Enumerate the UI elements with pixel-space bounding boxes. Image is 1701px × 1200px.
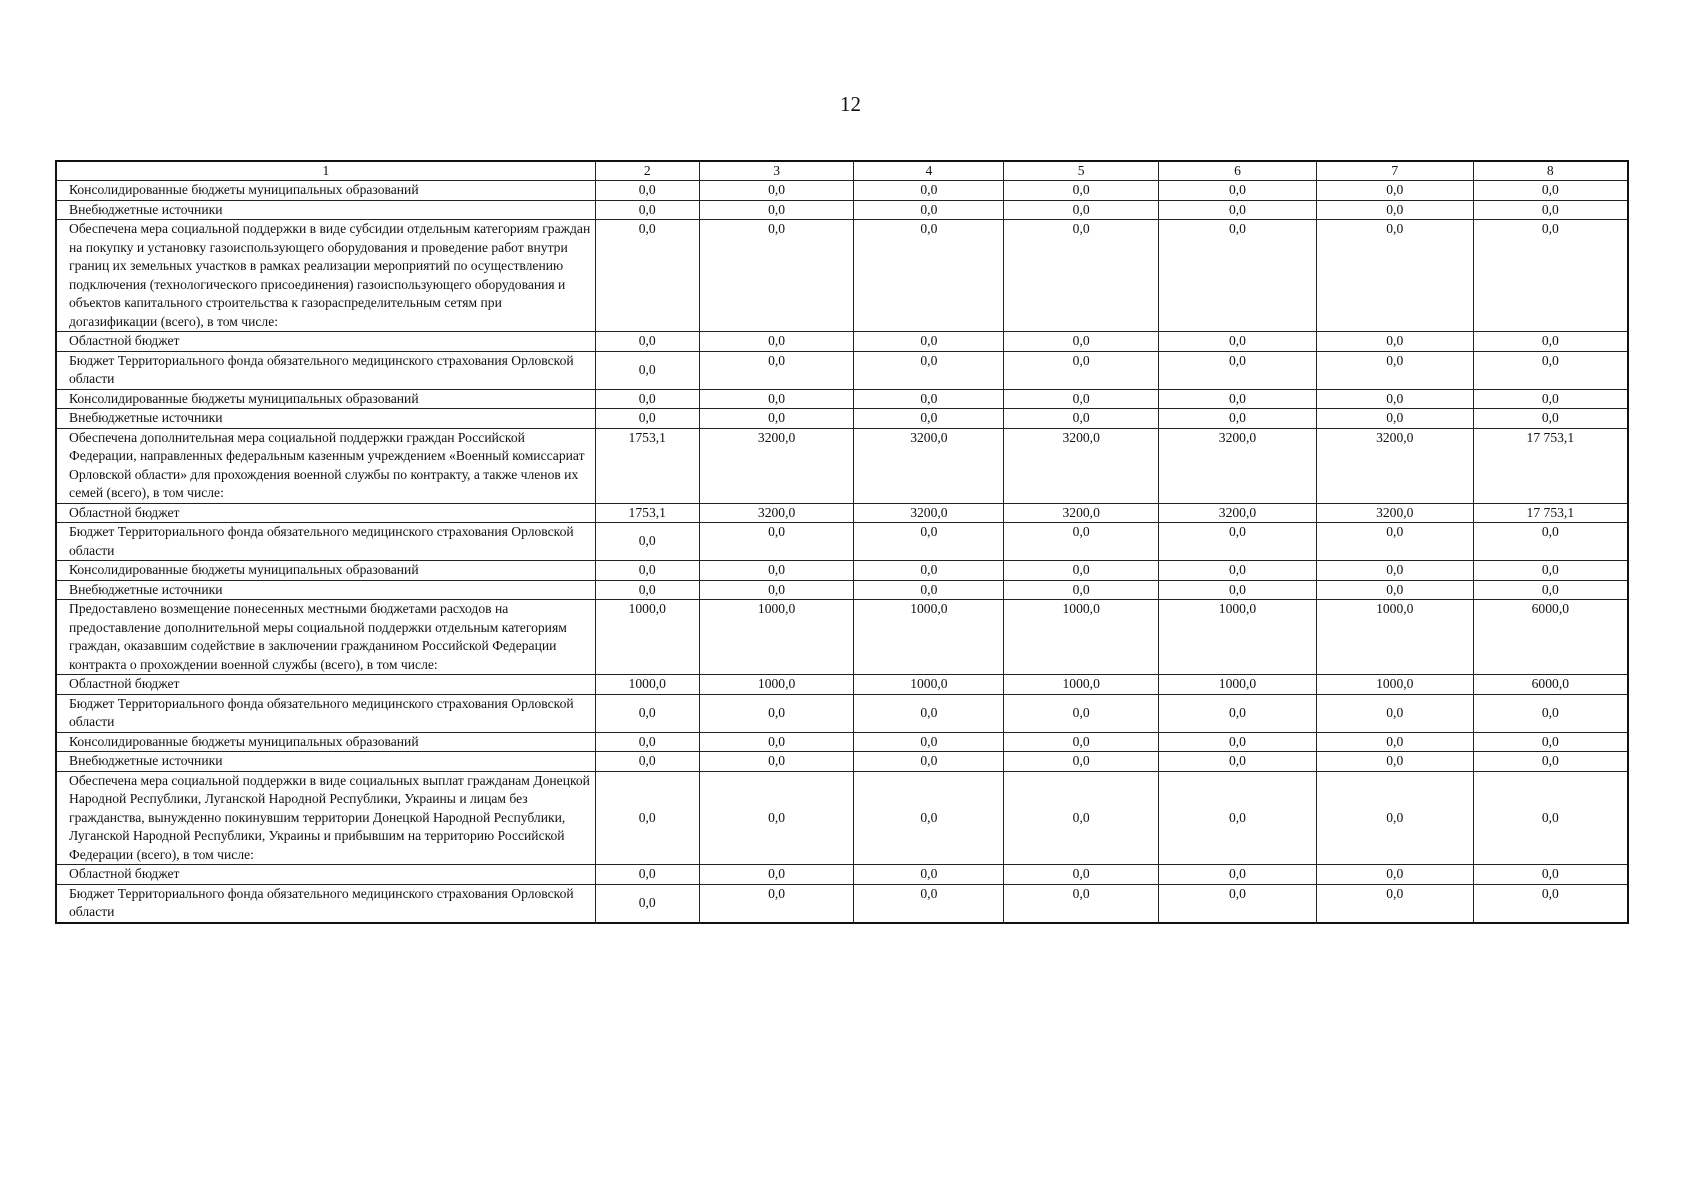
value-cell: 0,0 (854, 884, 1004, 923)
value-cell: 0,0 (1159, 220, 1317, 332)
value-cell: 0,0 (1159, 332, 1317, 352)
row-label: Обеспечена дополнительная мера социальной поддержки граждан Российской Федерации, направленных федеральным казенным учреждением «Военный комиссариат Орловской области» для прохождения военной службы по контракту, а также членов их семей (всего), в том числе: (56, 428, 595, 503)
value-cell: 0,0 (1316, 694, 1473, 732)
row-label: Бюджет Территориального фонда обязательного медицинского страхования Орловской области (56, 694, 595, 732)
value-cell: 0,0 (1159, 351, 1317, 389)
value-cell: 0,0 (699, 561, 854, 581)
table-row (56, 561, 1628, 581)
value-cell: 1000,0 (1159, 675, 1317, 695)
value-cell: 0,0 (1473, 732, 1628, 752)
value-cell: 0,0 (595, 771, 699, 865)
value-cell: 0,0 (699, 771, 854, 865)
value-cell: 0,0 (1316, 200, 1473, 220)
row-label: Областной бюджет (56, 503, 595, 523)
value-cell: 3200,0 (1159, 428, 1317, 503)
value-cell: 17 753,1 (1473, 503, 1628, 523)
value-cell: 0,0 (595, 220, 699, 332)
value-cell: 0,0 (1473, 561, 1628, 581)
value-cell: 0,0 (1316, 752, 1473, 772)
value-cell: 1000,0 (1004, 675, 1159, 695)
row-label: Бюджет Территориального фонда обязательного медицинского страхования Орловской области (56, 884, 595, 923)
row-label: Внебюджетные источники (56, 580, 595, 600)
value-cell: 0,0 (699, 523, 854, 561)
value-cell: 0,0 (1316, 389, 1473, 409)
value-cell: 0,0 (854, 332, 1004, 352)
row-label: Предоставлено возмещение понесенных местными бюджетами расходов на предоставление дополнительной меры социальной поддержки отдельным категориям граждан, оказавшим содействие в заключении гражданином Российской Федерации контракта о прохождении военной службы (всего), в том числе: (56, 600, 595, 675)
value-cell: 0,0 (854, 523, 1004, 561)
value-cell: 0,0 (1316, 884, 1473, 923)
page-number: 12 (840, 92, 861, 116)
value-cell: 0,0 (1473, 865, 1628, 885)
value-cell: 0,0 (1316, 220, 1473, 332)
value-cell: 3200,0 (1316, 503, 1473, 523)
value-cell: 0,0 (595, 523, 699, 561)
value-cell: 0,0 (1159, 884, 1317, 923)
table-row (56, 732, 1628, 752)
column-number: 5 (1004, 161, 1159, 181)
value-cell: 3200,0 (1004, 503, 1159, 523)
row-label: Внебюджетные источники (56, 200, 595, 220)
value-cell: 1000,0 (1316, 675, 1473, 695)
table-row (56, 503, 1628, 523)
value-cell: 0,0 (699, 865, 854, 885)
value-cell: 0,0 (1316, 771, 1473, 865)
value-cell: 0,0 (854, 771, 1004, 865)
table-row (56, 580, 1628, 600)
row-label: Областной бюджет (56, 675, 595, 695)
value-cell: 0,0 (854, 351, 1004, 389)
value-cell: 0,0 (1159, 523, 1317, 561)
value-cell: 1753,1 (595, 503, 699, 523)
value-cell: 3200,0 (854, 503, 1004, 523)
value-cell: 0,0 (1473, 351, 1628, 389)
column-number: 6 (1159, 161, 1317, 181)
value-cell: 0,0 (699, 220, 854, 332)
value-cell: 0,0 (699, 409, 854, 429)
value-cell: 0,0 (1316, 580, 1473, 600)
value-cell: 6000,0 (1473, 675, 1628, 695)
value-cell: 0,0 (854, 694, 1004, 732)
value-cell: 3200,0 (1316, 428, 1473, 503)
value-cell: 0,0 (1004, 561, 1159, 581)
row-label: Консолидированные бюджеты муниципальных образований (56, 732, 595, 752)
row-label: Бюджет Территориального фонда обязательного медицинского страхования Орловской области (56, 351, 595, 389)
value-cell: 0,0 (1004, 409, 1159, 429)
value-cell: 0,0 (1473, 771, 1628, 865)
value-cell: 0,0 (1473, 332, 1628, 352)
value-cell: 17 753,1 (1473, 428, 1628, 503)
value-cell: 0,0 (1004, 865, 1159, 885)
value-cell: 0,0 (595, 409, 699, 429)
value-cell: 1000,0 (854, 675, 1004, 695)
value-cell: 1753,1 (595, 428, 699, 503)
table-row (56, 332, 1628, 352)
value-cell: 0,0 (699, 200, 854, 220)
column-number: 8 (1473, 161, 1628, 181)
row-label: Внебюджетные источники (56, 409, 595, 429)
value-cell: 3200,0 (1159, 503, 1317, 523)
value-cell: 0,0 (1316, 351, 1473, 389)
table-row (56, 694, 1628, 732)
value-cell: 1000,0 (1316, 600, 1473, 675)
value-cell: 0,0 (1004, 332, 1159, 352)
value-cell: 3200,0 (1004, 428, 1159, 503)
value-cell: 0,0 (595, 865, 699, 885)
value-cell: 0,0 (1159, 771, 1317, 865)
table-row (56, 865, 1628, 885)
table-row (56, 600, 1628, 675)
value-cell: 0,0 (1004, 752, 1159, 772)
value-cell: 6000,0 (1473, 600, 1628, 675)
value-cell: 0,0 (1159, 181, 1317, 201)
value-cell: 0,0 (595, 561, 699, 581)
value-cell: 3200,0 (699, 503, 854, 523)
value-cell: 0,0 (595, 752, 699, 772)
row-label: Консолидированные бюджеты муниципальных образований (56, 561, 595, 581)
value-cell: 0,0 (1316, 732, 1473, 752)
row-label: Областной бюджет (56, 865, 595, 885)
value-cell: 0,0 (1473, 181, 1628, 201)
value-cell: 0,0 (1473, 752, 1628, 772)
value-cell: 1000,0 (699, 675, 854, 695)
value-cell: 0,0 (1473, 523, 1628, 561)
value-cell: 0,0 (1473, 580, 1628, 600)
value-cell: 0,0 (1316, 181, 1473, 201)
value-cell: 3200,0 (699, 428, 854, 503)
value-cell: 0,0 (1004, 200, 1159, 220)
column-number: 3 (699, 161, 854, 181)
table-row (56, 428, 1628, 503)
value-cell: 0,0 (854, 181, 1004, 201)
value-cell: 0,0 (1316, 409, 1473, 429)
value-cell: 0,0 (1159, 694, 1317, 732)
value-cell: 0,0 (1159, 389, 1317, 409)
value-cell: 0,0 (1159, 409, 1317, 429)
value-cell: 0,0 (1004, 884, 1159, 923)
value-cell: 0,0 (1004, 351, 1159, 389)
value-cell: 0,0 (854, 561, 1004, 581)
value-cell: 0,0 (595, 351, 699, 389)
value-cell: 0,0 (854, 580, 1004, 600)
value-cell: 0,0 (1004, 523, 1159, 561)
value-cell: 0,0 (699, 884, 854, 923)
value-cell: 0,0 (595, 200, 699, 220)
value-cell: 0,0 (1159, 561, 1317, 581)
table-row (56, 389, 1628, 409)
value-cell: 0,0 (1473, 694, 1628, 732)
value-cell: 0,0 (1159, 865, 1317, 885)
value-cell: 0,0 (854, 220, 1004, 332)
value-cell: 0,0 (699, 181, 854, 201)
value-cell: 0,0 (1004, 181, 1159, 201)
value-cell: 0,0 (1004, 694, 1159, 732)
table-row (56, 220, 1628, 332)
value-cell: 0,0 (595, 732, 699, 752)
value-cell: 0,0 (699, 752, 854, 772)
row-label: Внебюджетные источники (56, 752, 595, 772)
value-cell: 0,0 (1316, 332, 1473, 352)
value-cell: 0,0 (595, 389, 699, 409)
table-row (56, 675, 1628, 695)
column-number: 2 (595, 161, 699, 181)
value-cell: 0,0 (1473, 200, 1628, 220)
table-row (56, 752, 1628, 772)
value-cell: 0,0 (1004, 580, 1159, 600)
row-label: Консолидированные бюджеты муниципальных образований (56, 389, 595, 409)
value-cell: 0,0 (699, 332, 854, 352)
value-cell: 0,0 (854, 732, 1004, 752)
value-cell: 0,0 (1316, 865, 1473, 885)
column-number: 4 (854, 161, 1004, 181)
value-cell: 0,0 (854, 409, 1004, 429)
value-cell: 0,0 (1159, 752, 1317, 772)
value-cell: 0,0 (699, 351, 854, 389)
value-cell: 1000,0 (699, 600, 854, 675)
column-number-row (56, 161, 1628, 181)
row-label: Обеспечена мера социальной поддержки в виде субсидии отдельным категориям граждан на покупку и установку газоиспользующего оборудования и проведение работ внутри границ их земельных участков в рамках реализации мероприятий по осуществлению подключения (технологического присоединения) газоиспользующего оборудования и объектов капитального строительства к газораспределительным сетям при догазификации (всего), в том числе: (56, 220, 595, 332)
value-cell: 0,0 (595, 580, 699, 600)
value-cell: 0,0 (1316, 523, 1473, 561)
row-label: Бюджет Территориального фонда обязательного медицинского страхования Орловской области (56, 523, 595, 561)
value-cell: 0,0 (1004, 220, 1159, 332)
value-cell: 0,0 (1473, 389, 1628, 409)
row-label: Областной бюджет (56, 332, 595, 352)
column-number: 1 (56, 161, 595, 181)
budget-table (55, 160, 1629, 924)
column-number: 7 (1316, 161, 1473, 181)
value-cell: 0,0 (854, 389, 1004, 409)
table-row (56, 884, 1628, 923)
value-cell: 1000,0 (1004, 600, 1159, 675)
row-label: Обеспечена мера социальной поддержки в виде социальных выплат гражданам Донецкой Народной Республики, Луганской Народной Республики, Украины и лицам без гражданства, вынужденно покинувшим территории Донецкой Народной Республики, Луганской Народной Республики, Украины и прибывшим на территорию Российской Федерации (всего), в том числе: (56, 771, 595, 865)
value-cell: 0,0 (699, 732, 854, 752)
value-cell: 0,0 (1004, 771, 1159, 865)
value-cell: 1000,0 (1159, 600, 1317, 675)
value-cell: 0,0 (1473, 409, 1628, 429)
table-row (56, 200, 1628, 220)
value-cell: 0,0 (1316, 561, 1473, 581)
value-cell: 1000,0 (595, 675, 699, 695)
value-cell: 0,0 (699, 694, 854, 732)
value-cell: 3200,0 (854, 428, 1004, 503)
value-cell: 0,0 (1004, 389, 1159, 409)
value-cell: 0,0 (699, 580, 854, 600)
value-cell: 0,0 (1004, 732, 1159, 752)
value-cell: 1000,0 (854, 600, 1004, 675)
value-cell: 0,0 (699, 389, 854, 409)
table-row (56, 523, 1628, 561)
value-cell: 1000,0 (595, 600, 699, 675)
value-cell: 0,0 (1159, 580, 1317, 600)
value-cell: 0,0 (854, 752, 1004, 772)
value-cell: 0,0 (595, 884, 699, 923)
value-cell: 0,0 (854, 200, 1004, 220)
value-cell: 0,0 (854, 865, 1004, 885)
value-cell: 0,0 (1159, 732, 1317, 752)
value-cell: 0,0 (1473, 884, 1628, 923)
table-row (56, 181, 1628, 201)
value-cell: 0,0 (595, 181, 699, 201)
value-cell: 0,0 (595, 332, 699, 352)
value-cell: 0,0 (1159, 200, 1317, 220)
row-label: Консолидированные бюджеты муниципальных образований (56, 181, 595, 201)
value-cell: 0,0 (595, 694, 699, 732)
table-row (56, 409, 1628, 429)
table-row (56, 771, 1628, 865)
table-row (56, 351, 1628, 389)
value-cell: 0,0 (1473, 220, 1628, 332)
